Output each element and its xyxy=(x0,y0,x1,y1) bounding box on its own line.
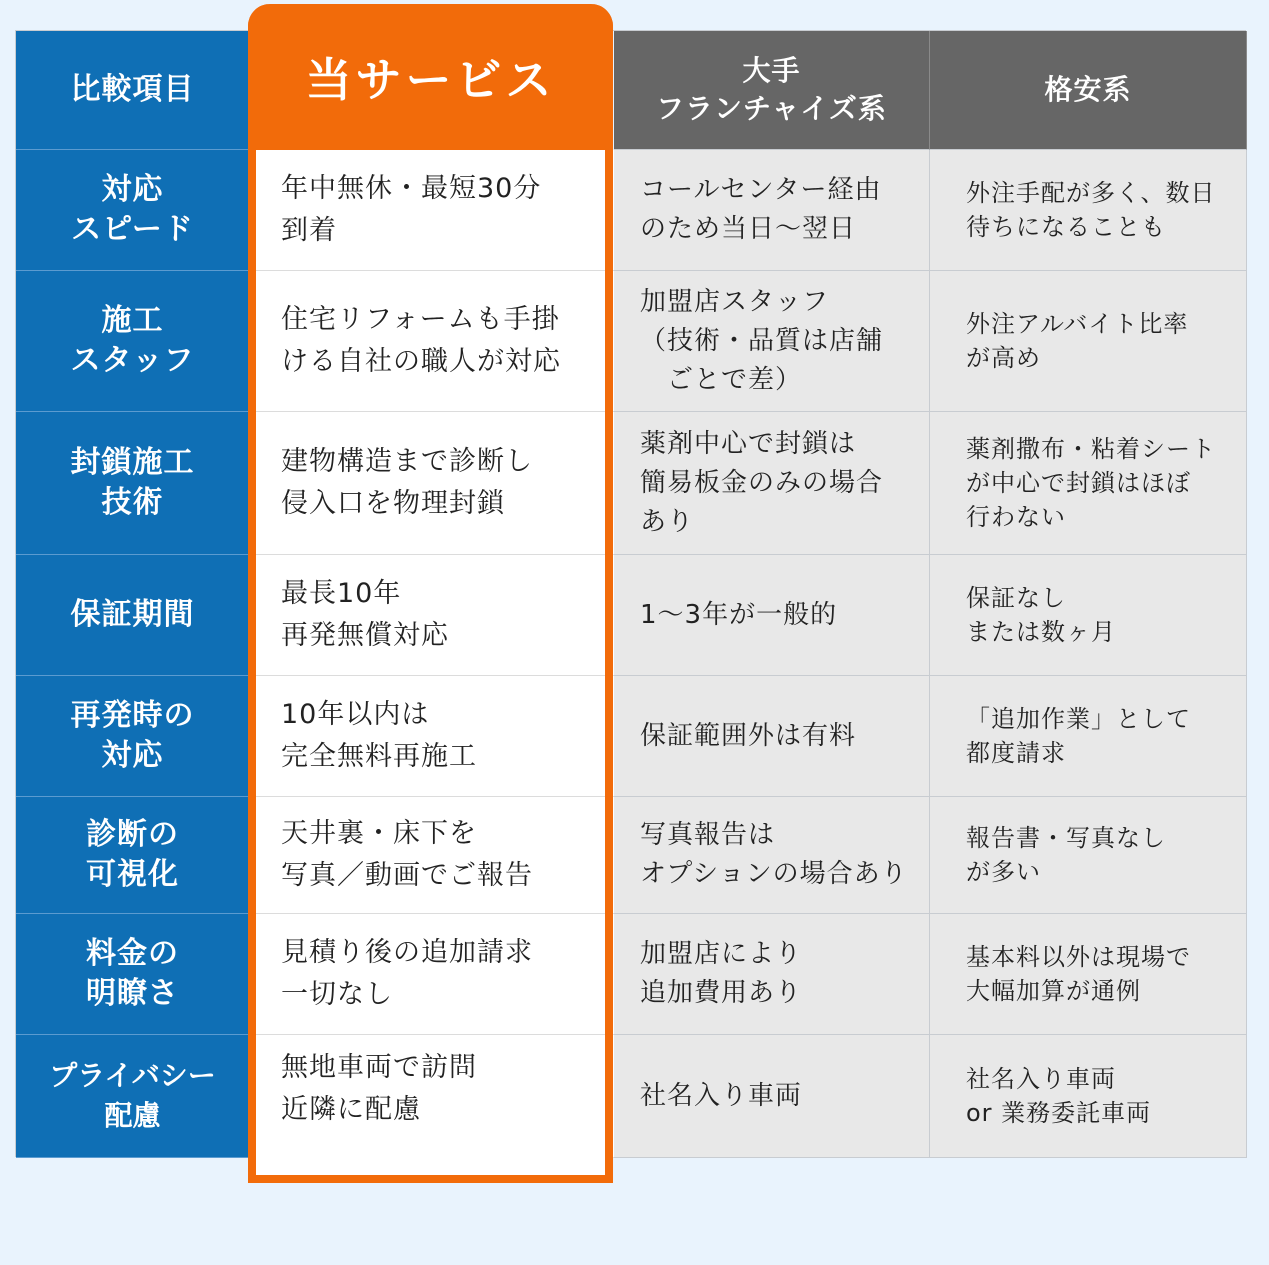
franchise-cell-pricing: 加盟店により 追加費用あり xyxy=(614,914,930,1035)
own-column-tail xyxy=(256,1157,605,1175)
header-budget: 格安系 xyxy=(930,31,1247,150)
own-cell-privacy: 無地車両で訪問 近隣に配慮 xyxy=(249,1035,614,1158)
header-row-label: 比較項目 xyxy=(16,31,249,150)
header-franchise: 大手 フランチャイズ系 xyxy=(614,31,930,150)
franchise-cell-visualization: 写真報告は オプションの場合あり xyxy=(614,797,930,914)
own-cell-speed: 年中無休・最短30分 到着 xyxy=(249,150,614,271)
budget-cell-privacy: 社名入り車両 or 業務委託車両 xyxy=(930,1035,1247,1158)
row-label-pricing: 料金の 明瞭さ xyxy=(16,914,249,1035)
row-label-visualization: 診断の 可視化 xyxy=(16,797,249,914)
franchise-cell-privacy: 社名入り車両 xyxy=(614,1035,930,1158)
comparison-table xyxy=(15,30,1246,1157)
own-cell-recurrence: 10年以内は 完全無料再施工 xyxy=(249,676,614,797)
budget-cell-sealing: 薬剤撒布・粘着シート が中心で封鎖はほぼ 行わない xyxy=(930,412,1247,555)
row-label-privacy: プライバシー 配慮 xyxy=(16,1035,249,1158)
header-own-service: 当サービス xyxy=(248,4,613,150)
budget-cell-pricing: 基本料以外は現場で 大幅加算が通例 xyxy=(930,914,1247,1035)
budget-cell-speed: 外注手配が多く、数日 待ちになることも xyxy=(930,150,1247,271)
row-label-recurrence: 再発時の 対応 xyxy=(16,676,249,797)
budget-cell-recurrence: 「追加作業」として 都度請求 xyxy=(930,676,1247,797)
row-label-staff: 施工 スタッフ xyxy=(16,271,249,412)
budget-cell-staff: 外注アルバイト比率 が高め xyxy=(930,271,1247,412)
franchise-cell-recurrence: 保証範囲外は有料 xyxy=(614,676,930,797)
row-label-sealing: 封鎖施工 技術 xyxy=(16,412,249,555)
row-label-speed: 対応 スピード xyxy=(16,150,249,271)
franchise-cell-sealing: 薬剤中心で封鎖は 簡易板金のみの場合 あり xyxy=(614,412,930,555)
own-cell-staff: 住宅リフォームも手掛 ける自社の職人が対応 xyxy=(249,271,614,412)
row-label-warranty: 保証期間 xyxy=(16,555,249,676)
franchise-cell-speed: コールセンター経由 のため当日〜翌日 xyxy=(614,150,930,271)
franchise-cell-staff: 加盟店スタッフ （技術・品質は店舗 ごとで差） xyxy=(614,271,930,412)
budget-cell-warranty: 保証なし または数ヶ月 xyxy=(930,555,1247,676)
budget-cell-visualization: 報告書・写真なし が多い xyxy=(930,797,1247,914)
own-cell-visualization: 天井裏・床下を 写真／動画でご報告 xyxy=(249,797,614,914)
own-cell-pricing: 見積り後の追加請求 一切なし xyxy=(249,914,614,1035)
franchise-cell-warranty: 1〜3年が一般的 xyxy=(614,555,930,676)
own-cell-sealing: 建物構造まで診断し 侵入口を物理封鎖 xyxy=(249,412,614,555)
own-cell-warranty: 最長10年 再発無償対応 xyxy=(249,555,614,676)
